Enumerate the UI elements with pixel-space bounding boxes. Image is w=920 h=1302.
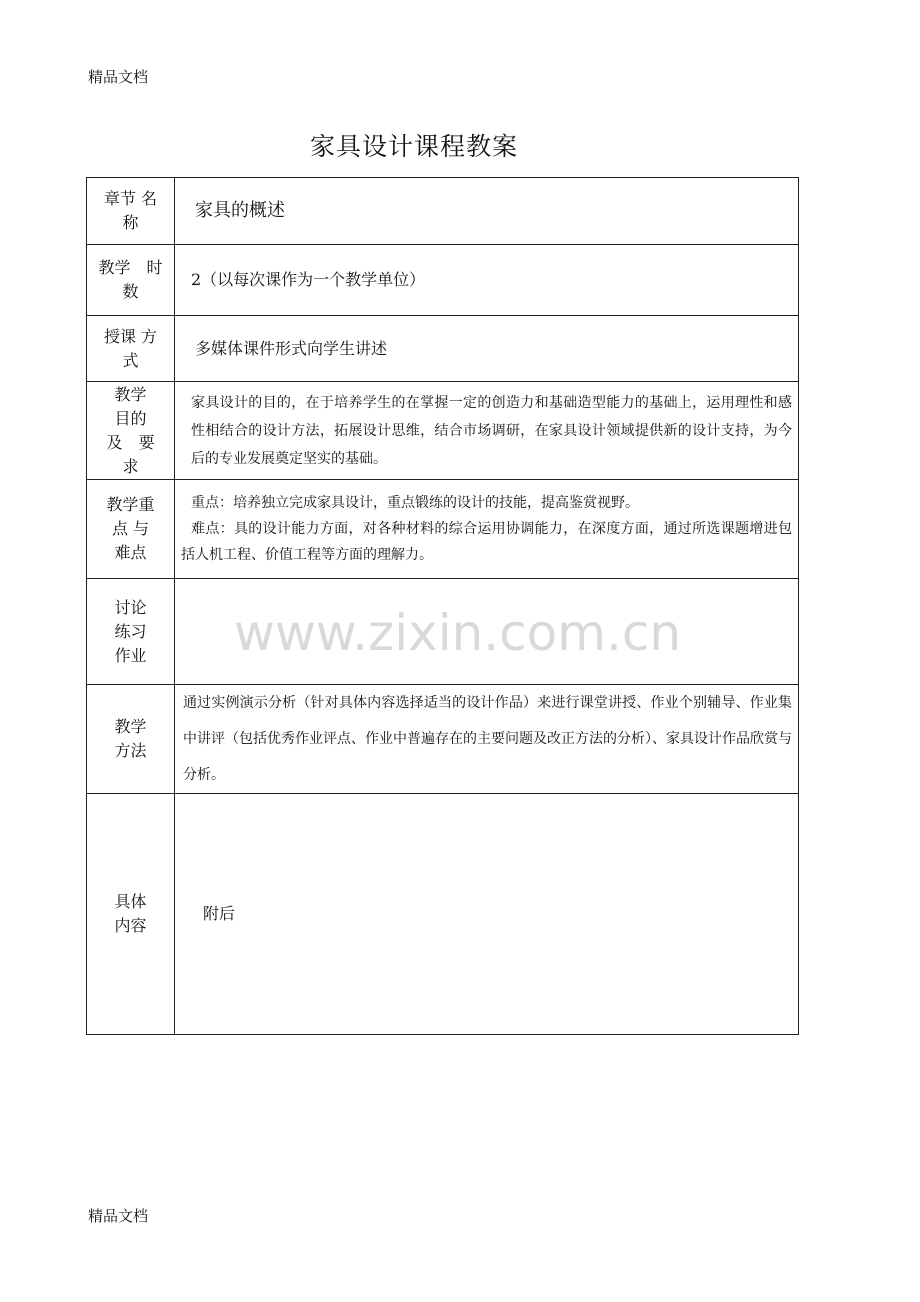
content-paragraph: 家具设计的目的，在于培养学生的在掌握一定的创造力和基础造型能力的基础上，运用理性和感性相结合的设计方法，拓展设计思维，结合市场调研，在家具设计领域提供新的设计支持，为今后的专业发展奠定坚实的基础。 xyxy=(191,394,792,467)
label-line: 教学 xyxy=(114,717,147,736)
label-line: 教学重 xyxy=(106,495,155,514)
watermark: www.zixin.com.cn xyxy=(234,604,682,662)
label-line: 点 与 xyxy=(111,519,150,538)
label-line: 称 xyxy=(122,213,139,232)
row-label-exercises xyxy=(87,579,175,685)
chapter-name-value xyxy=(175,178,799,245)
label-line: 目的 xyxy=(114,408,147,428)
label-line: 教学 时 xyxy=(98,258,163,277)
label-line: 数 xyxy=(122,282,139,301)
footer-mark: 精品文档 xyxy=(88,1207,149,1225)
lesson-plan-table xyxy=(86,177,799,1035)
objectives-value xyxy=(175,382,799,480)
teaching-hours-value xyxy=(175,245,799,316)
teaching-method-value xyxy=(175,685,799,794)
content-paragraph: 重点：培养独立完成家具设计，重点锻练的设计的技能，提高鉴赏视野。 xyxy=(191,495,639,511)
content-paragraph: 家具的概述 xyxy=(195,200,285,221)
content-paragraph: 多媒体课件形式向学生讲述 xyxy=(195,338,388,358)
label-line: 章节 名 xyxy=(103,189,158,208)
content-paragraph: 通过实例演示分析（针对具体内容选择适当的设计作品）来进行课堂讲授、作业个别辅导、作业集中讲评（包括优秀作业评点、作业中普遍存在的主要问题及改正方法的分析）、家具设计作品欣赏与分析。 xyxy=(183,695,792,783)
label-line: 授课 方 xyxy=(103,326,158,346)
teaching-mode-value xyxy=(175,316,799,382)
table-row xyxy=(87,245,799,316)
table-row xyxy=(87,178,799,245)
table-row xyxy=(87,685,799,794)
document-title: 家具设计课程教案 xyxy=(309,132,518,161)
row-label-objectives xyxy=(87,382,175,480)
table-row xyxy=(87,794,799,1035)
row-label-teaching-method xyxy=(87,685,175,794)
content-paragraph: 附后 xyxy=(203,904,236,923)
exercises-value xyxy=(175,579,799,685)
key-points-value xyxy=(175,480,799,579)
row-label-key-points xyxy=(87,480,175,579)
header-mark: 精品文档 xyxy=(88,68,149,86)
label-line: 练习 xyxy=(114,621,147,641)
row-label-details xyxy=(87,794,175,1035)
label-line: 方法 xyxy=(114,741,147,760)
label-line: 及 要 xyxy=(106,432,155,452)
row-label-chapter-name xyxy=(87,178,175,245)
label-line: 作业 xyxy=(114,645,147,665)
label-line: 内容 xyxy=(114,916,147,935)
row-label-teaching-mode xyxy=(87,316,175,382)
label-line: 式 xyxy=(122,350,139,370)
content-paragraph: 2（以每次课作为一个教学单位） xyxy=(191,270,426,289)
label-line: 求 xyxy=(122,456,139,476)
content-paragraph: 难点：具的设计能力方面，对各种材料的综合运用协调能力，在深度方面，通过所选课题增进包括人机工程、价值工程等方面的理解力。 xyxy=(181,521,792,563)
table-row xyxy=(87,579,799,685)
details-value xyxy=(175,794,799,1035)
table-row xyxy=(87,382,799,480)
label-line: 具体 xyxy=(114,892,147,911)
table-row xyxy=(87,316,799,382)
label-line: 难点 xyxy=(114,543,147,562)
label-line: 教学 xyxy=(114,384,147,404)
label-line: 讨论 xyxy=(114,597,147,617)
table-row xyxy=(87,480,799,579)
row-label-teaching-hours xyxy=(87,245,175,316)
